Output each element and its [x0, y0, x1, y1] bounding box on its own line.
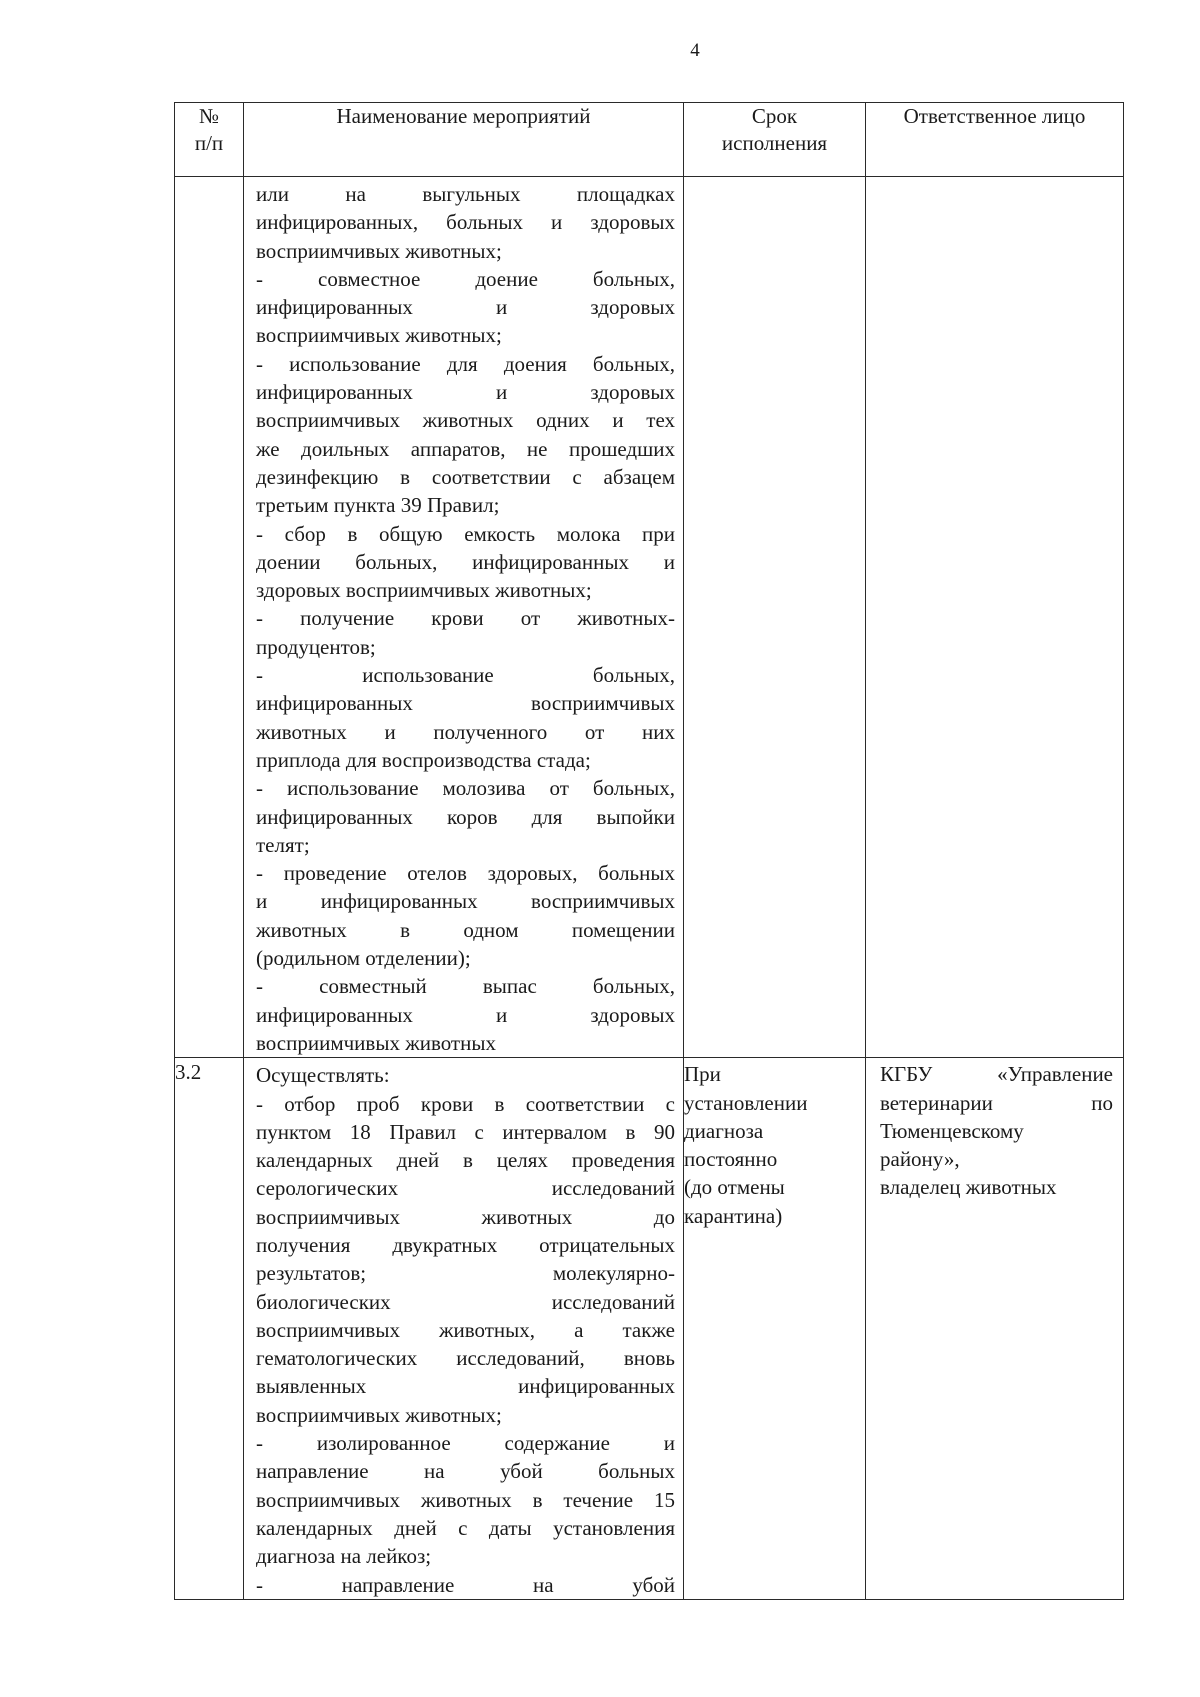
- text-line: и инфицированных восприимчивых: [256, 889, 675, 914]
- text-line: инфицированных, больных и здоровых: [256, 210, 675, 235]
- text-line: восприимчивых животных в течение 15: [256, 1487, 675, 1512]
- measure-text: [244, 177, 684, 1058]
- responsible-text-body: [866, 177, 1123, 179]
- measure-text-body: [244, 177, 683, 1057]
- text-line: восприимчивых животных до: [256, 1204, 675, 1229]
- term-text: [684, 1058, 866, 1600]
- text-line: продуцентов;: [256, 634, 376, 659]
- text-line: (до отмены: [684, 1175, 785, 1200]
- text-line: инфицированных и здоровых: [256, 295, 675, 320]
- measures-table: [174, 102, 1124, 1600]
- text-line: гематологических исследований, вновь: [256, 1346, 675, 1371]
- text-line: - совместное доение больных,: [256, 266, 675, 291]
- header-name: Наименование мероприятий: [244, 103, 684, 177]
- text-line: владелец животных: [880, 1175, 1057, 1200]
- row-number: 3.2: [175, 1058, 244, 1600]
- text-line: - сбор в общую емкость молока при: [256, 521, 675, 546]
- text-line: серологических исследований: [256, 1176, 675, 1201]
- text-line: или на выгульных площадках: [256, 182, 675, 206]
- text-line: получения двукратных отрицательных: [256, 1232, 675, 1257]
- responsible-text: [866, 1058, 1124, 1600]
- text-line: - совместный выпас больных,: [256, 974, 675, 999]
- text-line: дезинфекцию в соответствии с абзацем: [256, 464, 675, 489]
- text-line: инфицированных восприимчивых: [256, 691, 675, 716]
- text-line: третьим пункта 39 Правил;: [256, 493, 500, 518]
- text-line: району»,: [880, 1147, 960, 1172]
- text-line: восприимчивых животных;: [256, 1402, 502, 1427]
- header-term: [684, 103, 866, 177]
- text-line: - проведение отелов здоровых, больных: [256, 861, 675, 886]
- text-line: - использование молозива от больных,: [256, 776, 675, 801]
- text-line: восприимчивых животных, а также: [256, 1317, 675, 1342]
- header-term-line: исполнения: [721, 131, 828, 155]
- responsible-text-body: [866, 1058, 1123, 1201]
- text-line: же доильных аппаратов, не прошедших: [256, 436, 675, 461]
- measure-text-body: [244, 1058, 683, 1599]
- row-number: [175, 177, 244, 1058]
- page-number: 4: [690, 40, 700, 61]
- term-text-body: [684, 177, 865, 179]
- text-line: результатов; молекулярно-: [256, 1261, 675, 1286]
- table-row: [175, 1058, 1124, 1600]
- table-body: [175, 177, 1124, 1600]
- text-line: здоровых восприимчивых животных;: [256, 578, 592, 603]
- table-header: [175, 103, 1124, 177]
- text-line: инфицированных коров для выпойки: [256, 804, 675, 829]
- text-line: приплода для воспроизводства стада;: [256, 747, 591, 772]
- text-line: (родильном отделении);: [256, 946, 471, 971]
- text-line: доении больных, инфицированных и: [256, 549, 675, 574]
- text-line: - использование больных,: [256, 663, 675, 688]
- term-text: [684, 177, 866, 1058]
- text-line: ветеринарии по: [880, 1090, 1113, 1115]
- text-line: Осуществлять:: [256, 1063, 390, 1088]
- text-line: биологических исследований: [256, 1289, 675, 1314]
- text-line: восприимчивых животных;: [256, 238, 502, 263]
- text-line: направление на убой больных: [256, 1459, 675, 1484]
- text-line: диагноза: [684, 1118, 764, 1143]
- text-line: восприимчивых животных: [256, 1030, 496, 1055]
- text-line: инфицированных и здоровых: [256, 380, 675, 405]
- text-line: - использование для доения больных,: [256, 351, 675, 376]
- text-line: - получение крови от животных-: [256, 606, 675, 631]
- text-line: диагноза на лейкоз;: [256, 1544, 432, 1569]
- text-line: При: [684, 1062, 721, 1087]
- text-line: постоянно: [684, 1147, 778, 1172]
- table-row: [175, 177, 1124, 1058]
- text-line: животных в одном помещении: [256, 917, 675, 942]
- header-resp: Ответственное лицо: [866, 103, 1124, 177]
- text-line: - отбор проб крови в соответствии с: [256, 1091, 675, 1116]
- text-line: телят;: [256, 832, 310, 857]
- text-line: инфицированных и здоровых: [256, 1002, 675, 1027]
- header-term-line: Срок: [751, 104, 798, 128]
- text-line: выявленных инфицированных: [256, 1374, 675, 1399]
- text-line: восприимчивых животных;: [256, 323, 502, 348]
- term-text-body: [684, 1058, 865, 1230]
- text-line: животных и полученного от них: [256, 719, 675, 744]
- text-line: календарных дней в целях проведения: [256, 1148, 675, 1173]
- text-line: пунктом 18 Правил с интервалом в 90: [256, 1119, 675, 1144]
- text-line: календарных дней с даты установления: [256, 1515, 675, 1540]
- text-line: восприимчивых животных одних и тех: [256, 408, 675, 433]
- text-line: установлении: [684, 1090, 808, 1115]
- header-num: [175, 103, 244, 177]
- header-num-line: №: [198, 104, 220, 128]
- responsible-text: [866, 177, 1124, 1058]
- text-line: - изолированное содержание и: [256, 1431, 675, 1456]
- text-line: Тюменцевскому: [880, 1118, 1024, 1143]
- text-line: - направление на убой: [256, 1572, 675, 1597]
- text-line: КГБУ «Управление: [880, 1062, 1113, 1087]
- measure-text: [244, 1058, 684, 1600]
- header-num-line: п/п: [194, 131, 224, 155]
- text-line: карантина): [684, 1203, 783, 1228]
